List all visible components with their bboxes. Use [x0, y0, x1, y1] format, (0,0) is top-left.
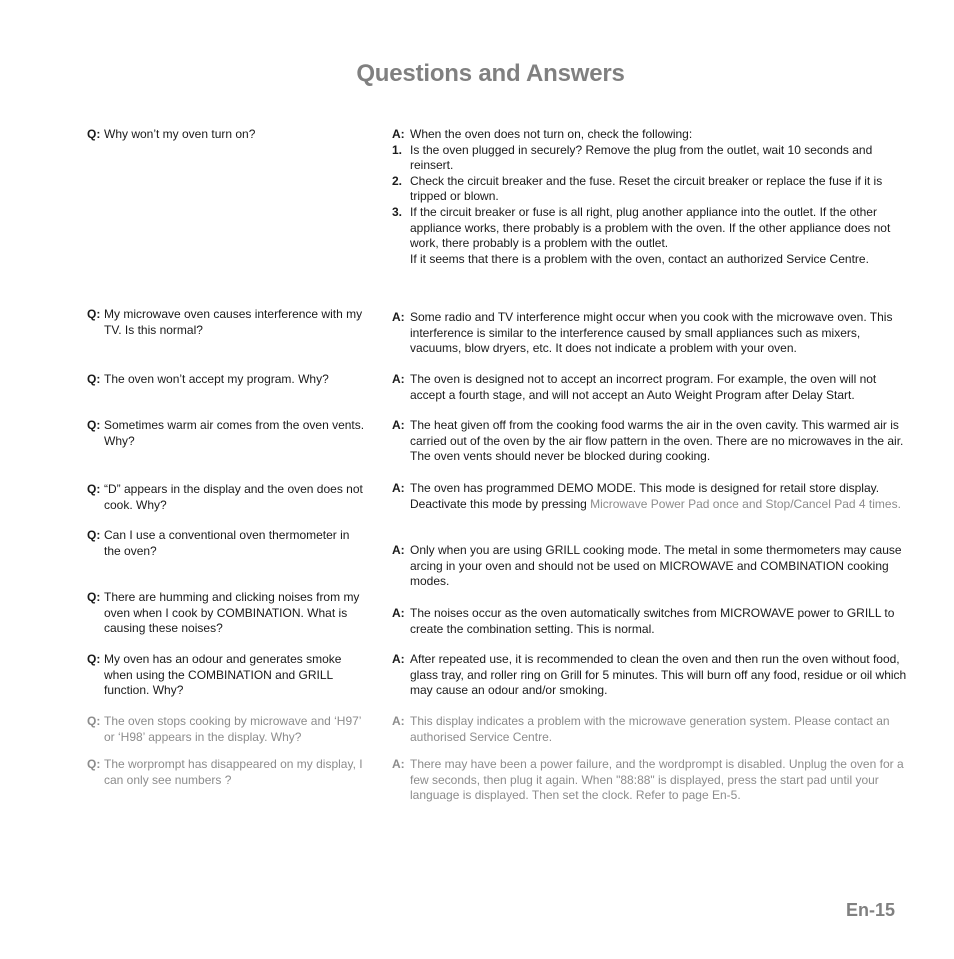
question-2: [87, 307, 369, 338]
question-6: [87, 528, 369, 559]
answer-text: The noises occur as the oven automatically switches from MICROWAVE power to GRILL to create the combination setting. This is normal.: [410, 606, 895, 636]
a-label: A:: [392, 652, 405, 666]
question-text: There are humming and clicking noises from my oven when I cook by COMBINATION. What is causing these noises?: [104, 590, 360, 636]
question-10: [87, 757, 369, 788]
answer-text: This display indicates a problem with the microwave generation system. Please contact an authorised Service Centre.: [410, 714, 890, 744]
a-label: A:: [392, 481, 405, 495]
answer-text: Only when you are using GRILL cooking mode. The metal in some thermometers may cause arcing in your oven and should not be used on MICROWAVE and COMBINATION cooking modes.: [410, 543, 902, 589]
answer-2: [392, 310, 914, 357]
page-title: Questions and Answers: [356, 60, 625, 87]
answer-followup: If it seems that there is a problem with the oven, contact an authorized Service Centre.: [410, 251, 869, 266]
question-text: The worprompt has disappeared on my display, I can only see numbers ?: [104, 757, 363, 787]
answer-8: [392, 652, 914, 699]
question-8: [87, 652, 369, 699]
q-label: Q:: [87, 757, 101, 771]
question-text: Why won’t my oven turn on?: [104, 127, 256, 141]
answer-4: [392, 418, 914, 465]
q-label: Q:: [87, 482, 101, 496]
answer-5: [392, 481, 914, 512]
q-label: Q:: [87, 590, 101, 604]
step-number: 2.: [392, 173, 403, 188]
question-4: [87, 418, 369, 449]
question-text: Can I use a conventional oven thermometer in the oven?: [104, 528, 350, 558]
a-label: A:: [392, 543, 405, 557]
q-label: Q:: [87, 714, 101, 728]
a-label: A:: [392, 714, 405, 728]
a-label: A:: [392, 310, 405, 324]
question-text: The oven won’t accept my program. Why?: [104, 372, 329, 386]
question-text: “D” appears in the display and the oven does not cook. Why?: [104, 482, 363, 512]
answer-text: The oven is designed not to accept an incorrect program. For example, the oven will not accept a fourth stage, and will not accept an Auto Weight Program after Delay Start.: [410, 372, 877, 402]
q-label: Q:: [87, 418, 101, 432]
a-label: A:: [392, 757, 405, 771]
a-label: A:: [392, 372, 405, 386]
question-text: My microwave oven causes interference with my TV. Is this normal?: [104, 307, 363, 337]
question-5: [87, 482, 369, 513]
q-label: Q:: [87, 372, 101, 386]
question-7: [87, 590, 369, 637]
answer-7: [392, 606, 914, 637]
answer-10: [392, 757, 914, 804]
answer-3: [392, 372, 914, 403]
answer-text: Some radio and TV interference might occur when you cook with the microwave oven. This interference is similar to the interference caused by small appliances such as mixers, vacuums, blow dryers, etc. It does not indicate a problem with your oven.: [410, 310, 893, 356]
question-1: [87, 127, 369, 143]
question-3: [87, 372, 369, 388]
answer-text: The heat given off from the cooking food warms the air in the oven cavity. This warmed air is carried out of the oven by the air flow pattern in the oven. There are no microwaves in the air. The oven vents should never be blocked during cooking.: [410, 418, 904, 464]
answer-instruction: Microwave Power Pad once and Stop/Cancel Pad 4 times.: [590, 496, 901, 511]
answer-1: [392, 127, 914, 267]
question-text: My oven has an odour and generates smoke when using the COMBINATION and GRILL function. Why?: [104, 652, 342, 698]
answer-text: After repeated use, it is recommended to clean the oven and then run the oven without food, glass tray, and roller ring on Grill for 5 minutes. This will burn off any food, residue or oil which may cause an odour and/or smoking.: [410, 652, 907, 698]
answer-6: [392, 543, 914, 590]
a-label: A:: [392, 418, 405, 432]
q-label: Q:: [87, 652, 101, 666]
step-number: 3.: [392, 204, 403, 219]
step-text: If the circuit breaker or fuse is all right, plug another appliance into the outlet. If the other appliance works, there probably is a problem with the oven. If the other appliance does not work, there probably is a problem with the outlet.: [410, 204, 891, 251]
answer-text: There may have been a power failure, and the wordprompt is disabled. Unplug the oven for a few seconds, then plug it again. When "88:88" is displayed, press the start pad until your language is displayed. Then set the clock. Refer to page En-5.: [410, 757, 904, 803]
a-label: A:: [392, 606, 405, 620]
step-text: Check the circuit breaker and the fuse. Reset the circuit breaker or replace the fuse if it is tripped or blown.: [410, 173, 883, 204]
a-label: A:: [392, 127, 405, 141]
question-text: Sometimes warm air comes from the oven vents. Why?: [104, 418, 365, 448]
page-number: En-15: [845, 900, 895, 920]
step-number: 1.: [392, 142, 403, 157]
answer-text: The oven has programmed DEMO MODE. This mode is designed for retail store display. Deactivate this mode by pressing: [410, 481, 880, 511]
question-text: The oven stops cooking by microwave and ‘H97’ or ‘H98’ appears in the display. Why?: [104, 714, 362, 744]
q-label: Q:: [87, 127, 101, 141]
step-text: Is the oven plugged in securely? Remove the plug from the outlet, wait 10 seconds and reinsert.: [410, 142, 873, 173]
question-9: [87, 714, 369, 745]
answer-9: [392, 714, 914, 745]
q-label: Q:: [87, 528, 101, 542]
q-label: Q:: [87, 307, 101, 321]
answer-text: When the oven does not turn on, check the following:: [410, 127, 693, 141]
